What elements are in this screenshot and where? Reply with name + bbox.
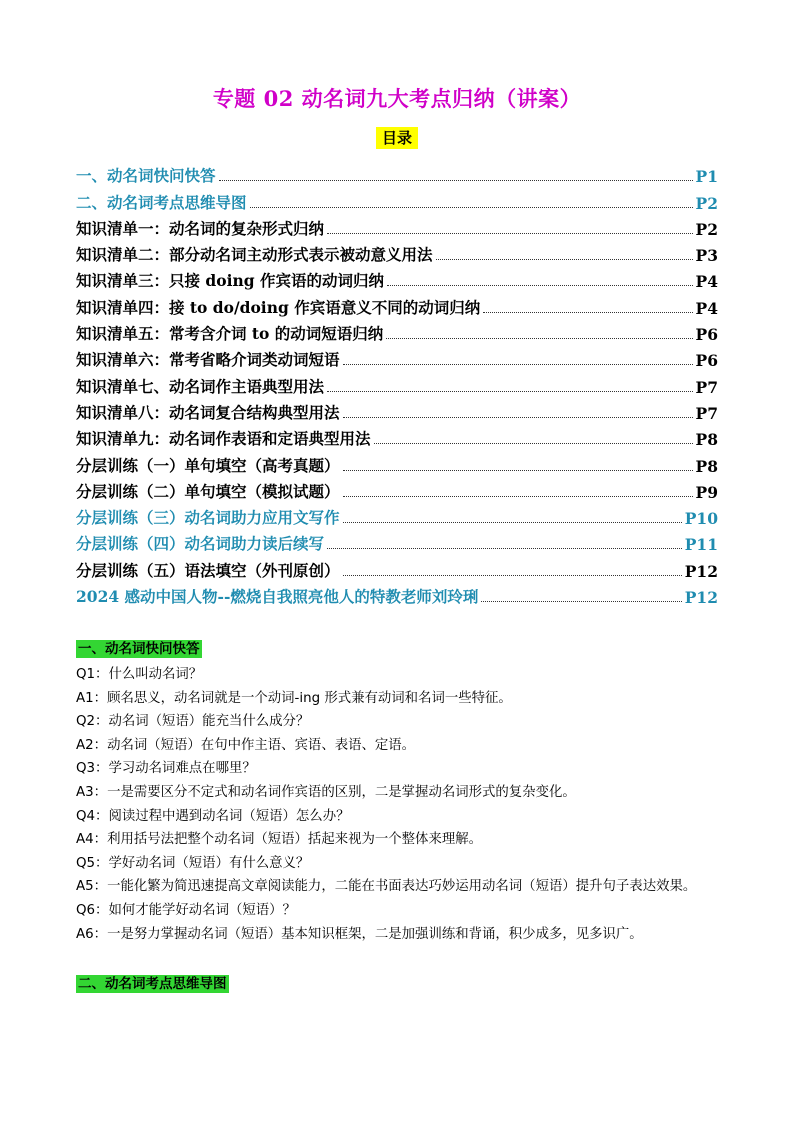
- toc-entry[interactable]: [76, 291, 718, 317]
- toc-entry-page: P7: [695, 377, 718, 397]
- toc-entry-label: 知识清单一：动名词的复杂形式归纳: [76, 218, 325, 238]
- toc-entry-page: P2: [695, 193, 718, 213]
- section-heading-mindmap: 二、动名词考点思维导图: [78, 976, 227, 992]
- toc-entry[interactable]: [76, 476, 718, 502]
- toc-entry-label: 二、动名词考点思维导图: [76, 192, 247, 212]
- toc-entry-label: 分层训练（三）动名词助力应用文写作: [76, 508, 340, 528]
- toc-entry[interactable]: [76, 449, 718, 475]
- toc-entry-label: 知识清单四：接 to do/doing 作宾语意义不同的动词归纳: [76, 297, 481, 317]
- toc-leader-dots: [343, 575, 682, 576]
- toc-entry-page: P6: [695, 325, 718, 345]
- toc-entry-page: P9: [695, 482, 718, 502]
- toc-entry-page: P4: [695, 272, 718, 292]
- toc-entry-page: P8: [695, 456, 718, 476]
- toc-entry[interactable]: [76, 581, 718, 607]
- toc-entry-page: P12: [684, 588, 718, 608]
- toc-entry-page: P3: [695, 246, 718, 266]
- toc-entry-page: P8: [695, 430, 718, 450]
- toc-entry[interactable]: [76, 318, 718, 344]
- document-title: 专题 02 动名词九大考点归纳（讲案）: [212, 86, 582, 111]
- toc-entry-page: P6: [695, 351, 718, 371]
- toc-entry-label: 知识清单三：只接 doing 作宾语的动词归纳: [76, 271, 384, 291]
- toc-heading: 目录: [376, 127, 418, 149]
- toc-leader-dots: [327, 391, 693, 392]
- toc-leader-dots: [343, 522, 682, 523]
- answer-line: A1：顾名思义，动名词就是一个动词-ing 形式兼有动词和名词一些特征。: [76, 690, 512, 706]
- toc-leader-dots: [327, 548, 682, 549]
- question-line: Q1：什么叫动名词？: [76, 667, 203, 682]
- toc-entry-label: 分层训练（四）动名词助力读后续写: [76, 534, 325, 554]
- toc-leader-dots: [250, 207, 693, 208]
- toc-entry[interactable]: [76, 554, 718, 580]
- qa-list: [76, 663, 726, 946]
- table-of-contents: [76, 160, 718, 607]
- toc-entry-page: P2: [695, 219, 718, 239]
- answer-line: A3：一是需要区分不定式和动名词作宾语的区别，二是掌握动名词形式的复杂变化。: [76, 784, 576, 800]
- toc-entry-label: 知识清单八：动名词复合结构典型用法: [76, 402, 340, 422]
- toc-entry-label: 分层训练（二）单句填空（模拟试题）: [76, 481, 340, 501]
- toc-entry-label: 知识清单五：常考含介词 to 的动词短语归纳: [76, 324, 384, 344]
- toc-entry-label: 知识清单二：部分动名词主动形式表示被动意义用法: [76, 245, 433, 265]
- answer-line: A2：动名词（短语）在句中作主语、宾语、表语、定语。: [76, 737, 416, 753]
- toc-entry[interactable]: [76, 370, 718, 396]
- toc-entry[interactable]: [76, 213, 718, 239]
- toc-leader-dots: [219, 180, 693, 181]
- toc-entry-label: 一、动名词快问快答: [76, 166, 216, 186]
- toc-entry-page: P1: [695, 167, 718, 187]
- toc-entry[interactable]: [76, 186, 718, 212]
- toc-entry[interactable]: [76, 265, 718, 291]
- toc-leader-dots: [343, 417, 693, 418]
- toc-entry-label: 分层训练（五）语法填空（外刊原创）: [76, 560, 340, 580]
- answer-line: A6：一是努力掌握动名词（短语）基本知识框架，二是加强训练和背诵，积少成多，见多识广。: [76, 926, 643, 942]
- question-line: Q5：学好动名词（短语）有什么意义？: [76, 855, 310, 871]
- toc-entry[interactable]: [76, 239, 718, 265]
- question-line: Q2：动名词（短语）能充当什么成分？: [76, 714, 310, 730]
- toc-entry[interactable]: [76, 397, 718, 423]
- toc-entry-page: P10: [684, 509, 718, 529]
- toc-leader-dots: [481, 601, 681, 602]
- toc-entry[interactable]: [76, 423, 718, 449]
- question-line: Q3：学习动名词难点在哪里？: [76, 761, 256, 777]
- toc-leader-dots: [343, 496, 693, 497]
- toc-entry-label: 知识清单九：动名词作表语和定语典型用法: [76, 429, 371, 449]
- toc-entry[interactable]: [76, 344, 718, 370]
- toc-leader-dots: [343, 364, 693, 365]
- toc-entry[interactable]: [76, 528, 718, 554]
- toc-leader-dots: [436, 259, 693, 260]
- answer-line: A4：利用括号法把整个动名词（短语）括起来视为一个整体来理解。: [76, 832, 483, 848]
- toc-entry[interactable]: [76, 160, 718, 186]
- answer-line: A5：一能化繁为简迅速提高文章阅读能力，二能在书面表达巧妙运用动名词（短语）提升句子表达效果。: [76, 879, 697, 895]
- toc-leader-dots: [343, 470, 693, 471]
- toc-leader-dots: [374, 443, 693, 444]
- toc-entry-page: P4: [695, 298, 718, 318]
- toc-entry-label: 知识清单六：常考省略介词类动词短语: [76, 350, 340, 370]
- section-heading-qa: 一、动名词快问快答: [78, 641, 200, 657]
- toc-entry-label: 知识清单七、动名词作主语典型用法: [76, 376, 325, 396]
- toc-leader-dots: [483, 312, 692, 313]
- toc-entry-label: 2024 感动中国人物--燃烧自我照亮他人的特教老师刘玲琍: [76, 587, 479, 607]
- toc-leader-dots: [387, 285, 693, 286]
- toc-entry-page: P12: [684, 561, 718, 581]
- toc-entry-page: P11: [684, 535, 718, 555]
- question-line: Q4：阅读过程中遇到动名词（短语）怎么办？: [76, 808, 350, 824]
- toc-entry[interactable]: [76, 502, 718, 528]
- toc-entry-page: P7: [695, 403, 718, 423]
- toc-leader-dots: [327, 233, 693, 234]
- question-line: Q6：如何才能学好动名词（短语）？: [76, 902, 296, 918]
- toc-entry-label: 分层训练（一）单句填空（高考真题）: [76, 455, 340, 475]
- toc-leader-dots: [386, 338, 692, 339]
